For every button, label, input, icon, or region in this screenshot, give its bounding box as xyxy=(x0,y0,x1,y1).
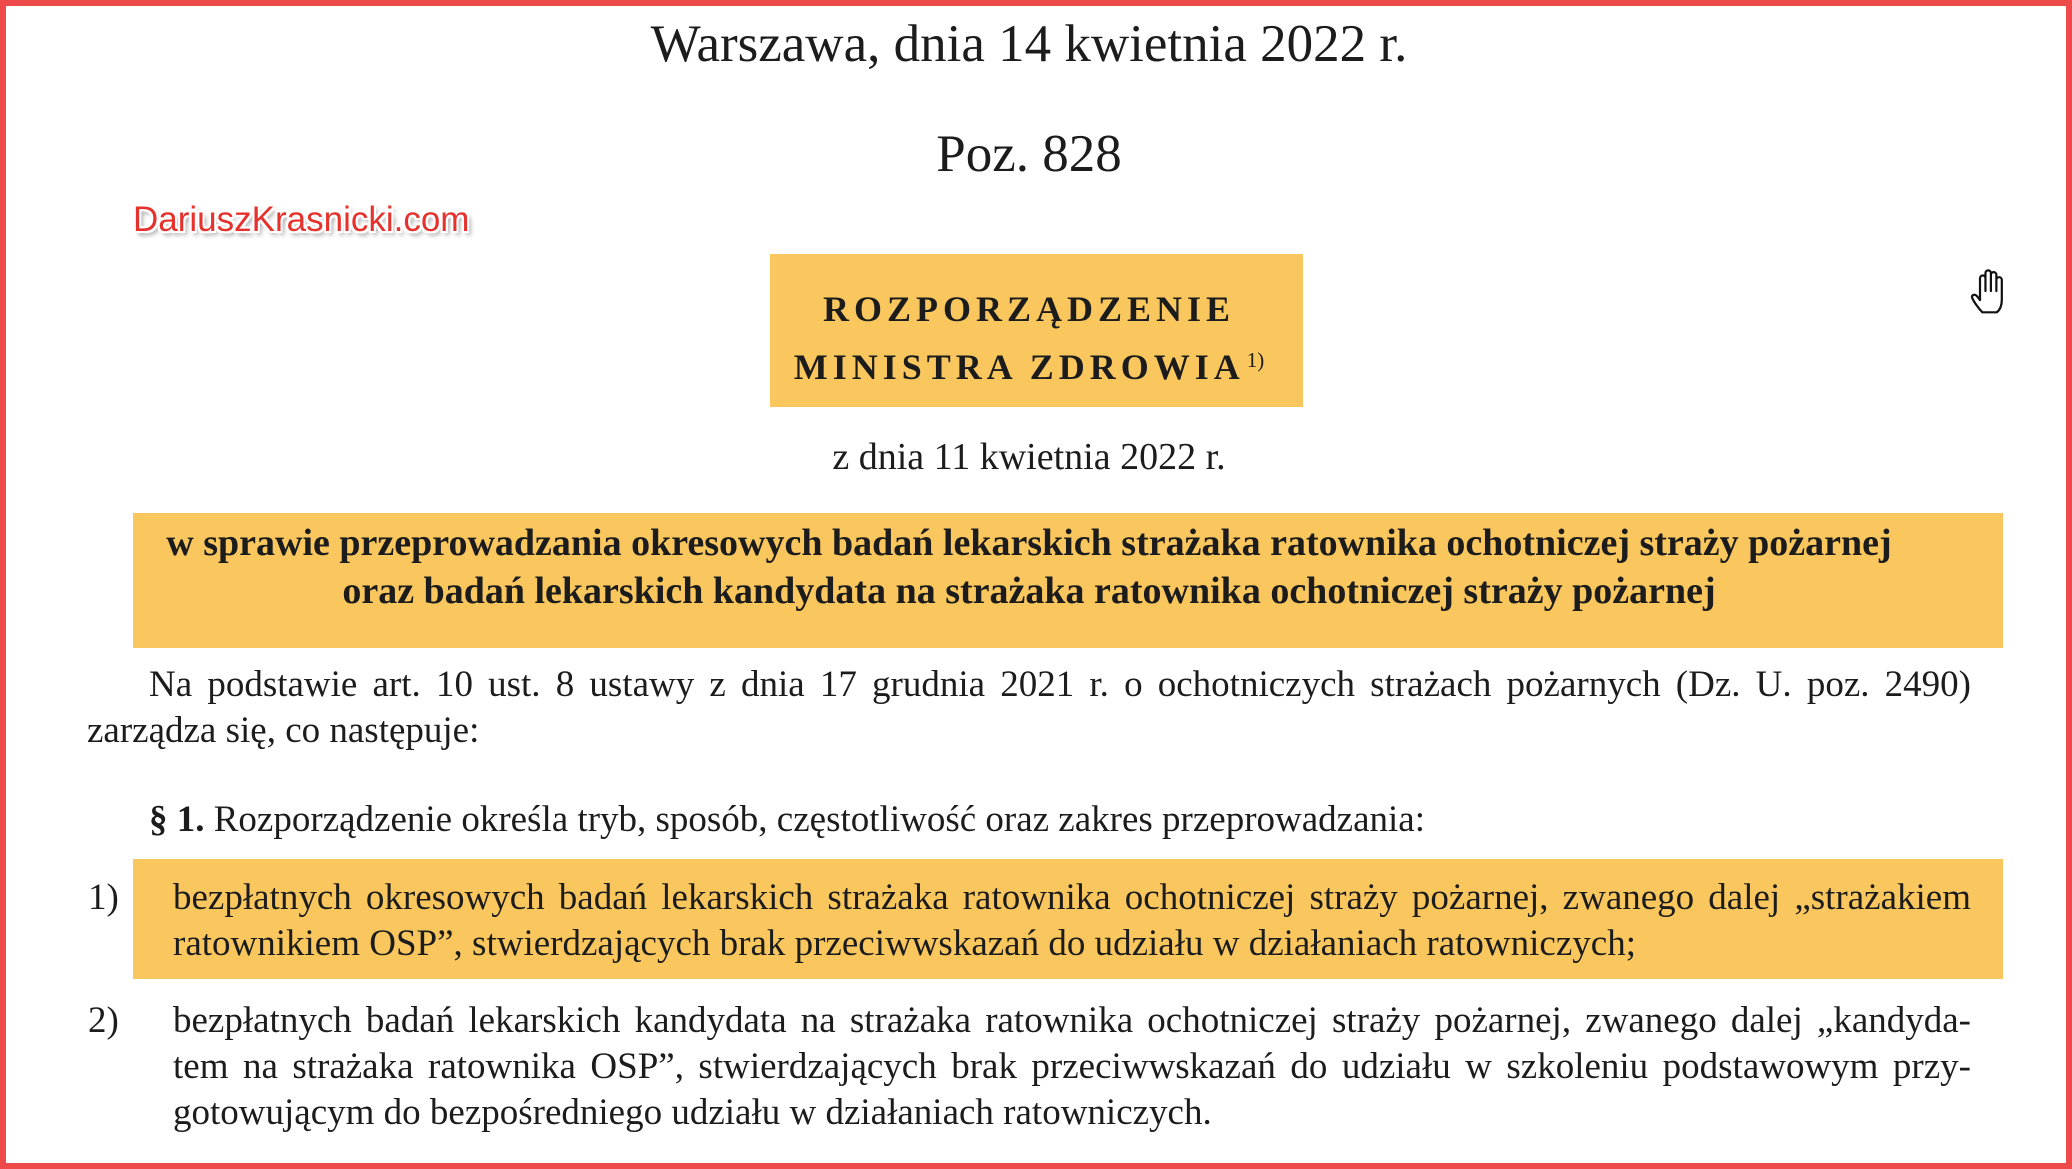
list-item-2 xyxy=(173,998,1971,1136)
act-title-box xyxy=(133,513,2003,648)
act-date: z dnia 11 kwietnia 2022 r. xyxy=(832,436,1226,478)
preamble-line-2: zarządza się, co następuje: xyxy=(87,710,480,751)
act-title-line-2: oraz badań lekarskich kandydata na strażaka ratownika ochotniczej straży pożarnej xyxy=(342,570,1716,612)
place-date: Warszawa, dnia 14 kwietnia 2022 r. xyxy=(650,15,1408,73)
item-1-line-2: ratownikiem OSP”, stwierdzających brak przeciwwskazań do udziału w działaniach ratowniczych; xyxy=(173,923,1636,964)
section-1-text: Rozporządzenie określa tryb, sposób, częstotliwość oraz zakres przeprowadzania: xyxy=(213,799,1425,840)
act-type-box xyxy=(770,254,1303,407)
section-1-intro xyxy=(149,797,1425,843)
list-item-1 xyxy=(173,875,1971,967)
section-1-label: § 1. xyxy=(149,799,205,840)
item-2-line-2: tem na strażaka ratownika OSP”, stwierdzających brak przeciwwskazań do udziału w szkoleniu podstawowym przy- xyxy=(173,1046,1971,1087)
act-title-line-1: w sprawie przeprowadzania okresowych badań lekarskich strażaka ratownika ochotniczej straży pożarnej xyxy=(166,522,1892,564)
item-2-number: 2) xyxy=(88,1000,119,1041)
item-1-number: 1) xyxy=(88,877,119,918)
act-issuer-line xyxy=(87,338,1971,396)
hand-cursor-icon xyxy=(1966,268,2009,314)
preamble-line-1: Na podstawie art. 10 ust. 8 ustawy z dnia 17 grudnia 2021 r. o ochotniczych strażach pożarnych (Dz. U. poz. 2490) xyxy=(149,664,1971,705)
position-number: Poz. 828 xyxy=(936,125,1122,183)
footnote-reference: 1) xyxy=(1246,348,1265,372)
watermark: DariuszKrasnicki.com xyxy=(133,200,470,239)
item-1-line-1: bezpłatnych okresowych badań lekarskich strażaka ratownika ochotniczej straży pożarnej, zwanego dalej „strażakiem xyxy=(173,877,1971,918)
item-2-line-3: gotowującym do bezpośredniego udziału w działaniach ratowniczych. xyxy=(173,1092,1212,1133)
item-2-line-1: bezpłatnych badań lekarskich kandydata na strażaka ratownika ochotniczej straży pożarnej, zwanego dalej „kandyda- xyxy=(173,1000,1971,1041)
act-issuer-text: MINISTRA ZDROWIA xyxy=(793,347,1245,387)
act-type-line: ROZPORZĄDZENIE xyxy=(822,289,1236,329)
preamble xyxy=(87,662,1971,754)
